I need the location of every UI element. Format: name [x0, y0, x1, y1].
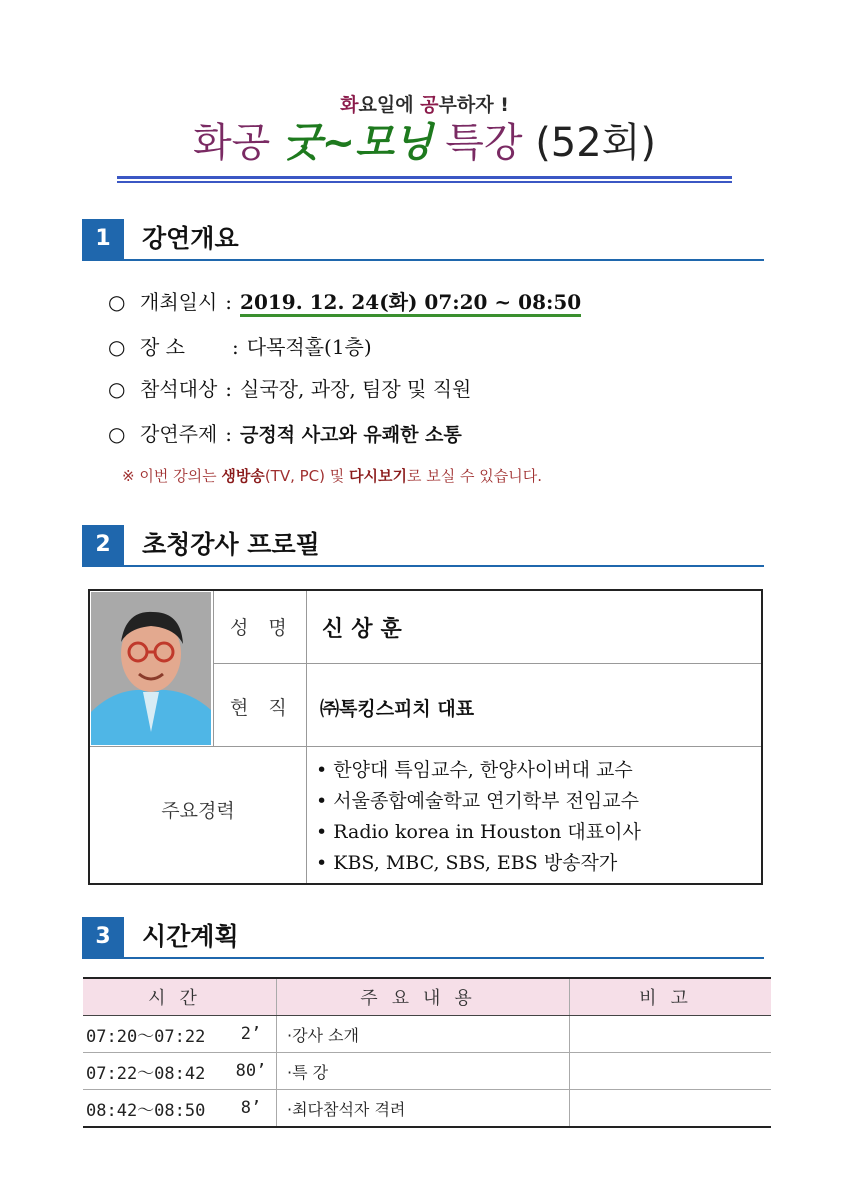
circle-bullet-icon: ○ [108, 290, 126, 314]
kicker-text-1: 요일에 [358, 94, 421, 116]
section-rule [82, 565, 764, 567]
section-number: 3 [82, 917, 124, 957]
header-content: 주요내용 [277, 978, 570, 1016]
header-note: 비고 [570, 978, 772, 1016]
circle-bullet-icon: ○ [108, 422, 126, 446]
item-key: 개최일시 [140, 290, 218, 314]
item-sep: : [225, 290, 233, 314]
item-sep: : [225, 377, 233, 401]
row-content: ·강사 소개 [277, 1016, 570, 1053]
section-number: 1 [82, 219, 124, 259]
career-item: • Radio korea in Houston 대표이사 [316, 821, 641, 843]
item-value: 긍정적 사고와 유쾌한 소통 [240, 424, 462, 446]
section-1-heading [82, 219, 764, 259]
schedule-table [83, 977, 771, 1128]
row-duration: 80’ [226, 1053, 277, 1090]
speaker-photo [91, 592, 211, 745]
career-item: • 한양대 특임교수, 한양사이버대 교수 [316, 759, 633, 781]
section-rule [82, 259, 764, 261]
row-content: ·특 강 [277, 1053, 570, 1090]
section-title: 시간계획 [142, 922, 239, 951]
speaker-portrait-image [91, 592, 211, 745]
title-underline-2 [117, 181, 732, 183]
note-text-1: ※ 이번 강의는 [122, 467, 222, 485]
table-row [83, 1090, 771, 1128]
row-note [570, 1053, 772, 1090]
item-value: 2019. 12. 24(화) 07:20 ~ 08:50 [240, 290, 581, 317]
section-title: 초청강사 프로필 [142, 530, 320, 559]
career-list [316, 755, 641, 879]
circle-bullet-icon: ○ [108, 377, 126, 401]
note-text-2: (TV, PC) 및 [264, 467, 350, 485]
circle-bullet-icon: ○ [108, 335, 126, 359]
title-special-lecture: 특강 [445, 120, 523, 166]
career-item: • KBS, MBC, SBS, EBS 방송작가 [316, 852, 618, 874]
item-value: 다목적홀(1층) [246, 335, 372, 359]
table-divider [90, 746, 761, 747]
overview-item-topic [108, 421, 462, 448]
speaker-name: 신상훈 [322, 617, 410, 642]
overview-item-audience [108, 376, 471, 402]
title-good-morning: 굿~모닝 [283, 120, 433, 166]
row-duration: 8’ [226, 1090, 277, 1128]
item-sep: : [225, 422, 233, 446]
section-2-heading [82, 525, 764, 565]
table-divider [213, 591, 214, 746]
item-key: 참석대상 [140, 377, 218, 401]
title-episode: (52회) [535, 120, 656, 166]
title-underline [117, 176, 732, 179]
career-label: 주요경력 [161, 800, 235, 822]
table-header-row [83, 978, 771, 1016]
broadcast-note [122, 465, 542, 486]
note-live: 생방송 [221, 467, 265, 485]
row-duration: 2’ [226, 1016, 277, 1053]
kicker-text-2: 부하자 ! [438, 94, 509, 116]
page-title [0, 118, 849, 168]
overview-item-datetime [108, 289, 581, 315]
speaker-profile-table [88, 589, 763, 885]
row-content: ·최다참석자 격려 [277, 1090, 570, 1128]
row-time: 07:20～07:22 [83, 1016, 226, 1053]
row-time: 07:22～08:42 [83, 1053, 226, 1090]
note-text-3: 로 보실 수 있습니다. [407, 467, 542, 485]
section-title: 강연개요 [142, 224, 239, 253]
kicker-gong: 공 [420, 94, 439, 116]
table-row [83, 1053, 771, 1090]
section-rule [82, 957, 764, 959]
item-key: 강연주제 [140, 422, 218, 446]
header-kicker [0, 90, 849, 117]
row-note [570, 1016, 772, 1053]
job-label: 현직 [230, 697, 307, 719]
table-divider [213, 663, 761, 664]
speaker-job: ㈜톡킹스피치 대표 [320, 698, 475, 720]
section-3-heading [82, 917, 764, 957]
title-hwagong: 화공 [193, 120, 271, 166]
section-number: 2 [82, 525, 124, 565]
overview-item-place [108, 334, 372, 360]
item-value: 실국장, 과장, 팀장 및 직원 [240, 377, 472, 401]
item-sep: : [232, 335, 239, 359]
row-time: 08:42～08:50 [83, 1090, 226, 1128]
kicker-hwa: 화 [340, 94, 359, 116]
header-time: 시간 [83, 978, 277, 1016]
note-replay: 다시보기 [349, 467, 407, 485]
item-key: 장 소 [140, 335, 185, 359]
table-row [83, 1016, 771, 1053]
career-item: • 서울종합예술학교 연기학부 전임교수 [316, 790, 639, 812]
name-label: 성명 [230, 617, 307, 639]
row-note [570, 1090, 772, 1128]
